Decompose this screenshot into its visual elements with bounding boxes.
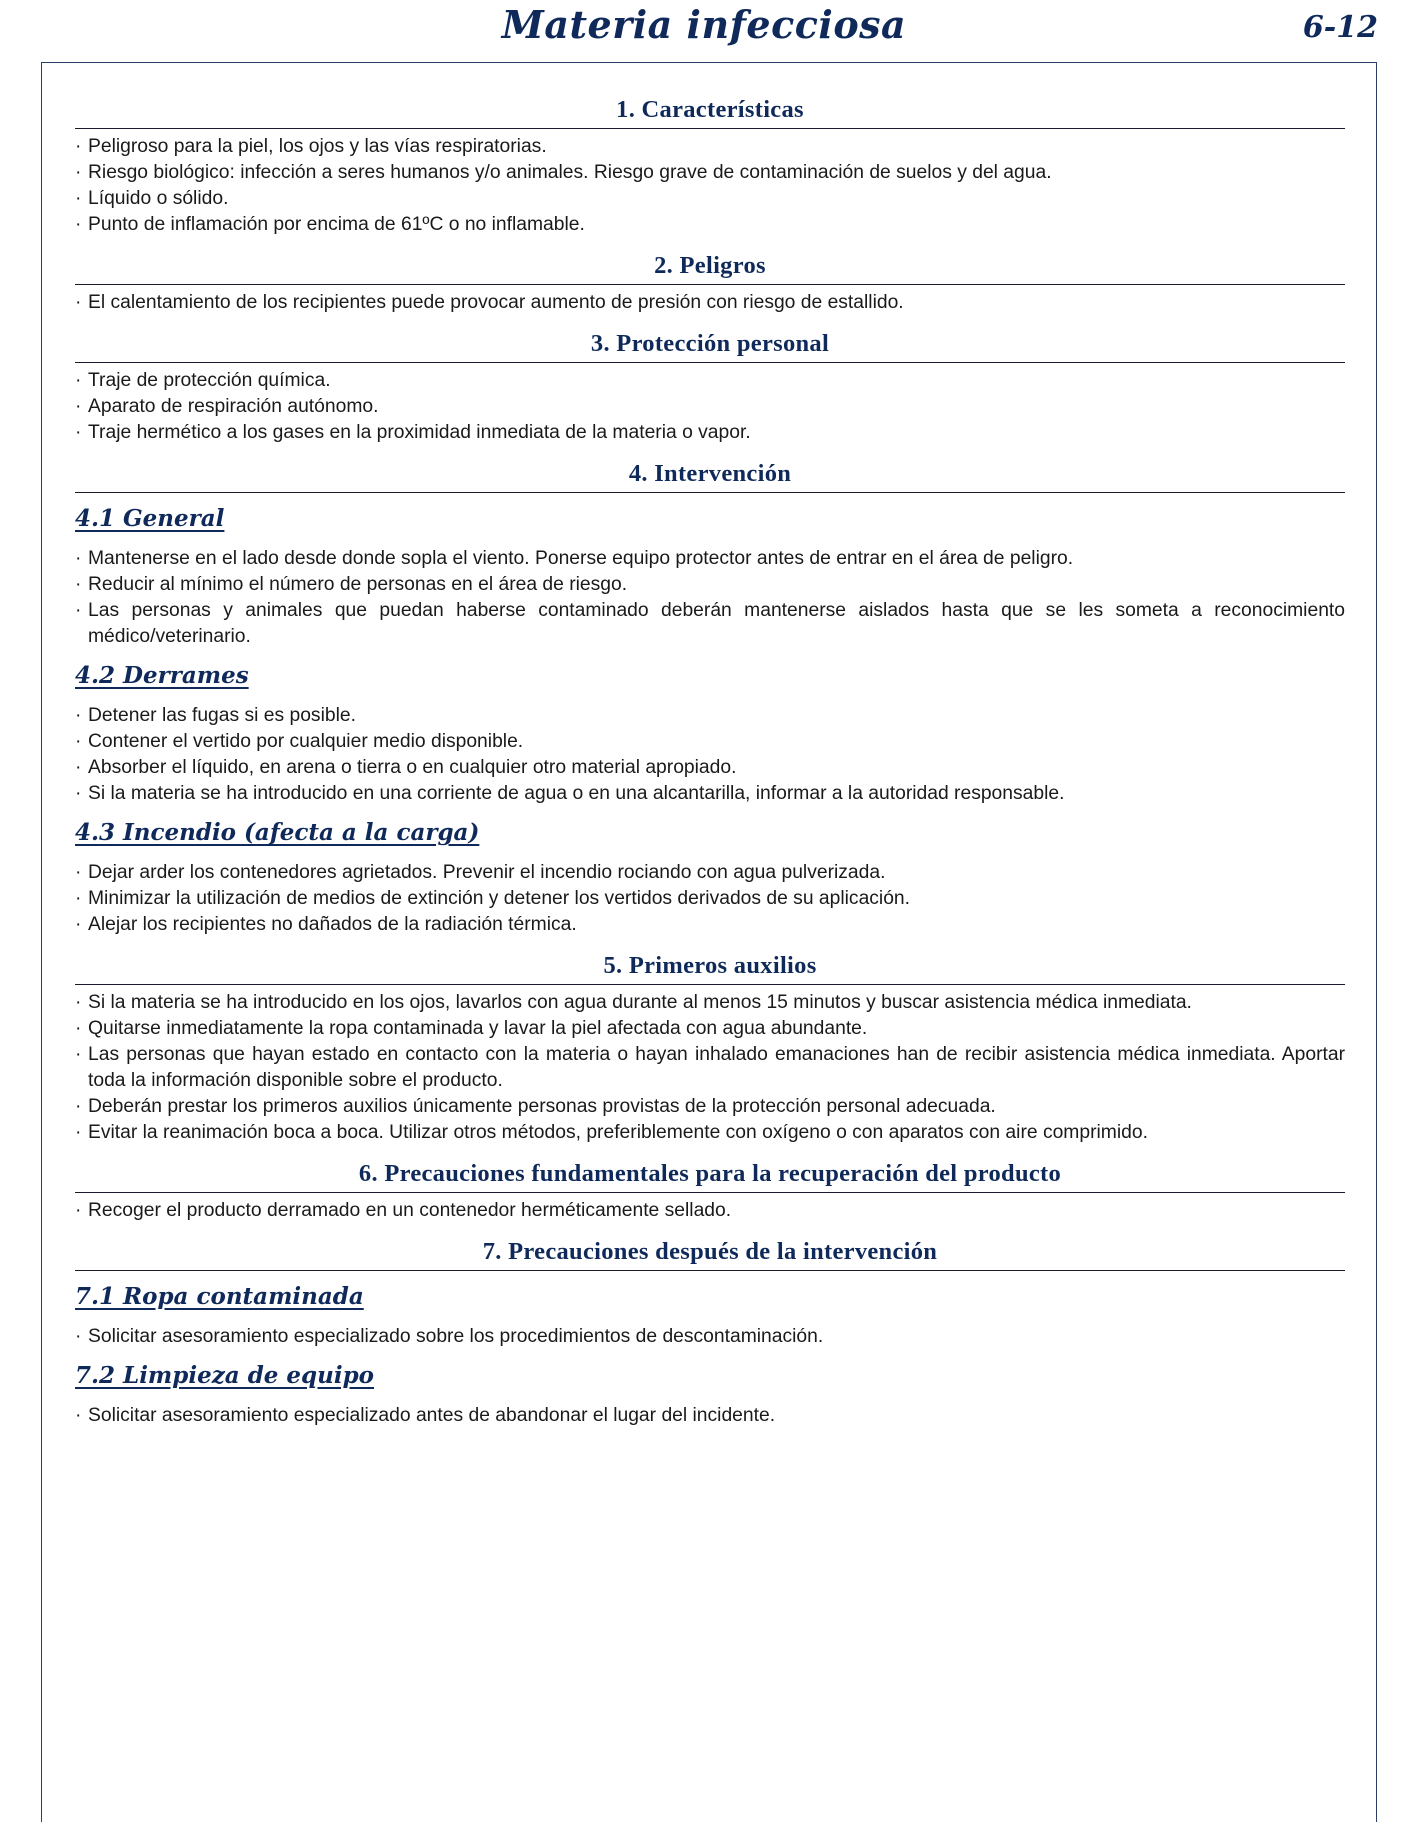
item-list <box>75 546 1345 650</box>
section-heading: 2. Peligros <box>75 252 1345 285</box>
list-item: · Solicitar asesoramiento especializado antes de abandonar el lugar del incidente. <box>75 1403 1345 1429</box>
list-item: · Si la materia se ha introducido en los ojos, lavarlos con agua durante al menos 15 minutos y buscar asistencia médica inmediata. <box>75 990 1345 1016</box>
subsection-heading: 4.1 General <box>75 505 225 532</box>
item-list <box>75 1403 1345 1429</box>
section-heading: 7. Precauciones después de la intervención <box>75 1238 1345 1271</box>
list-item: · Si la materia se ha introducido en una corriente de agua o en una alcantarilla, informar a la autoridad responsable. <box>75 781 1345 807</box>
item-list <box>75 990 1345 1146</box>
list-item: · Las personas que hayan estado en contacto con la materia o hayan inhalado emanaciones han de recibir asistencia médica inmediata. Aportar toda la información disponible sobre el producto. <box>75 1042 1345 1094</box>
list-item: · Líquido o sólido. <box>75 186 1345 212</box>
list-item: · Punto de inflamación por encima de 61ºC o no inflamable. <box>75 212 1345 238</box>
list-item: · Aparato de respiración autónomo. <box>75 394 1345 420</box>
list-item: · El calentamiento de los recipientes puede provocar aumento de presión con riesgo de estallido. <box>75 290 1345 316</box>
subsection-heading: 4.2 Derrames <box>75 662 249 689</box>
list-item: · Absorber el líquido, en arena o tierra o en cualquier otro material apropiado. <box>75 755 1345 781</box>
list-item: · Peligroso para la piel, los ojos y las vías respiratorias. <box>75 134 1345 160</box>
item-list <box>75 134 1345 238</box>
list-item: · Reducir al mínimo el número de personas en el área de riesgo. <box>75 572 1345 598</box>
list-item: · Riesgo biológico: infección a seres humanos y/o animales. Riesgo grave de contaminación de suelos y del agua. <box>75 160 1345 186</box>
item-list <box>75 1324 1345 1350</box>
section-caracteristicas <box>75 96 1345 238</box>
list-item: · Quitarse inmediatamente la ropa contaminada y lavar la piel afectada con agua abundante. <box>75 1016 1345 1042</box>
section-peligros <box>75 252 1345 316</box>
section-recuperacion-producto <box>75 1160 1345 1224</box>
subsection-ropa-contaminada <box>75 1283 1345 1350</box>
section-heading: 3. Protección personal <box>75 330 1345 363</box>
document-body <box>75 96 1345 1443</box>
subsection-limpieza-equipo <box>75 1362 1345 1429</box>
subsection-incendio <box>75 819 1345 938</box>
section-heading: 6. Precauciones fundamentales para la recuperación del producto <box>75 1160 1345 1193</box>
list-item: · Traje de protección química. <box>75 368 1345 394</box>
section-heading: 4. Intervención <box>75 460 1345 493</box>
item-list <box>75 368 1345 446</box>
page-header <box>0 0 1408 62</box>
section-intervencion <box>75 460 1345 938</box>
subsection-heading: 7.2 Limpieza de equipo <box>75 1362 375 1389</box>
list-item: · Mantenerse en el lado desde donde sopla el viento. Ponerse equipo protector antes de entrar en el área de peligro. <box>75 546 1345 572</box>
section-proteccion-personal <box>75 330 1345 446</box>
list-item: · Traje hermético a los gases en la proximidad inmediata de la materia o vapor. <box>75 420 1345 446</box>
list-item: · Contener el vertido por cualquier medio disponible. <box>75 729 1345 755</box>
section-heading: 5. Primeros auxilios <box>75 952 1345 985</box>
page-number: 6-12 <box>1302 10 1378 45</box>
section-despues-intervencion <box>75 1238 1345 1429</box>
section-primeros-auxilios <box>75 952 1345 1146</box>
item-list <box>75 1198 1345 1224</box>
subsection-general <box>75 505 1345 650</box>
page-title: Materia infecciosa <box>501 2 907 47</box>
list-item: · Evitar la reanimación boca a boca. Utilizar otros métodos, preferiblemente con oxígeno o con aparatos con aire comprimido. <box>75 1120 1345 1146</box>
list-item: · Deberán prestar los primeros auxilios únicamente personas provistas de la protección personal adecuada. <box>75 1094 1345 1120</box>
subsection-heading: 7.1 Ropa contaminada <box>75 1283 364 1310</box>
item-list <box>75 703 1345 807</box>
list-item: · Alejar los recipientes no dañados de la radiación térmica. <box>75 912 1345 938</box>
list-item: · Minimizar la utilización de medios de extinción y detener los vertidos derivados de su aplicación. <box>75 886 1345 912</box>
list-item: · Las personas y animales que puedan haberse contaminado deberán mantenerse aislados hasta que se les someta a reconocimiento médico/veterinario. <box>75 598 1345 650</box>
item-list <box>75 860 1345 938</box>
list-item: · Recoger el producto derramado en un contenedor herméticamente sellado. <box>75 1198 1345 1224</box>
list-item: · Detener las fugas si es posible. <box>75 703 1345 729</box>
item-list <box>75 290 1345 316</box>
section-heading: 1. Características <box>75 96 1345 129</box>
list-item: · Solicitar asesoramiento especializado sobre los procedimientos de descontaminación. <box>75 1324 1345 1350</box>
subsection-heading: 4.3 Incendio (afecta a la carga) <box>75 819 480 846</box>
subsection-derrames <box>75 662 1345 807</box>
list-item: · Dejar arder los contenedores agrietados. Prevenir el incendio rociando con agua pulverizada. <box>75 860 1345 886</box>
